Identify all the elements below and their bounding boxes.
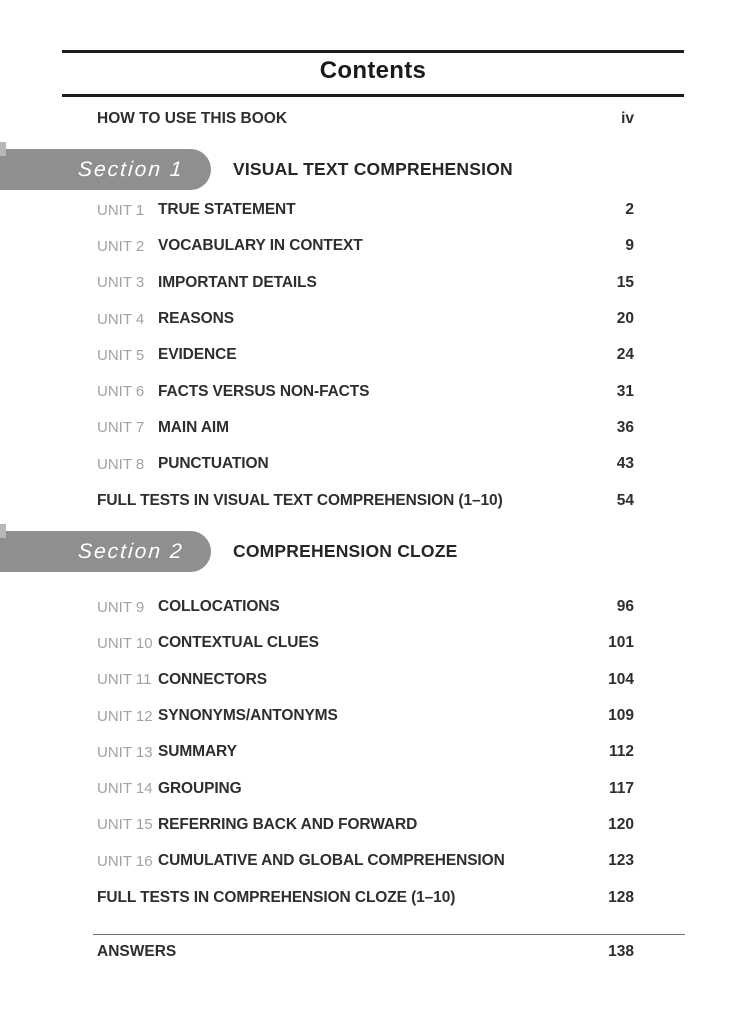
entry-title: REASONS [158, 310, 234, 328]
header-rule-top [62, 50, 684, 53]
page-number: 104 [608, 670, 634, 688]
front-matter-page-number: iv [621, 110, 634, 127]
page-number: 120 [608, 815, 634, 833]
toc-row [97, 770, 634, 806]
back-matter-page-number: 138 [608, 943, 634, 960]
toc-row [97, 698, 634, 734]
entry-title: EVIDENCE [158, 346, 237, 364]
page-number: 117 [608, 779, 634, 797]
section-1-heading [0, 149, 749, 190]
entry-title: REFERRING BACK AND FORWARD [158, 815, 418, 833]
toc-row [97, 373, 634, 409]
page-number: 109 [608, 707, 634, 725]
unit-label: UNIT 5 [97, 346, 145, 364]
toc-row [97, 301, 634, 337]
back-matter-row [97, 937, 634, 967]
unit-label: UNIT 16 [97, 852, 153, 870]
entry-title: PUNCTUATION [158, 455, 269, 473]
entry-title: CONTEXTUAL CLUES [158, 634, 319, 652]
unit-label: UNIT 13 [97, 743, 153, 761]
page-number: 24 [616, 346, 634, 364]
page-number: 112 [608, 743, 634, 761]
entry-title: CONNECTORS [158, 670, 267, 688]
section-1-rows [97, 192, 634, 519]
page-number: 36 [616, 418, 634, 436]
unit-label: UNIT 7 [97, 419, 145, 437]
entry-title: COLLOCATIONS [158, 598, 280, 616]
section-2-heading [0, 531, 749, 572]
entry-title: MAIN AIM [158, 418, 229, 436]
toc-row [97, 879, 634, 915]
toc-row [97, 734, 634, 770]
section-2-badge [0, 531, 211, 572]
section-1-title: VISUAL TEXT COMPREHENSION [233, 159, 513, 179]
toc-row [97, 265, 634, 301]
toc-row [97, 446, 634, 482]
page-number: 101 [608, 634, 634, 652]
page-number: 15 [616, 273, 634, 291]
unit-label: UNIT 3 [97, 274, 145, 292]
page-number: 2 [625, 201, 634, 219]
section-2-title: COMPREHENSION CLOZE [233, 541, 458, 561]
back-matter-label: ANSWERS [97, 943, 177, 960]
front-matter-label: HOW TO USE THIS BOOK [97, 110, 288, 127]
section-1-badge [0, 149, 211, 190]
unit-label: UNIT 2 [97, 237, 145, 255]
page-number: 20 [616, 310, 634, 328]
unit-label: UNIT 6 [97, 383, 145, 401]
page-number: 123 [608, 852, 634, 870]
unit-label: UNIT 9 [97, 598, 145, 616]
page-number: 96 [616, 598, 634, 616]
section-1-badge-label: Section 1 [77, 157, 185, 181]
toc-row [97, 192, 634, 228]
entry-title: IMPORTANT DETAILS [158, 273, 317, 291]
front-matter-row [97, 104, 634, 134]
page-number: 43 [616, 455, 634, 473]
unit-label: UNIT 4 [97, 310, 145, 328]
toc-row [97, 843, 634, 879]
unit-label: UNIT 11 [97, 671, 152, 689]
unit-label: UNIT 12 [97, 707, 153, 725]
answers-divider-rule [93, 934, 685, 935]
toc-row [97, 410, 634, 446]
unit-label: UNIT 14 [97, 780, 153, 798]
toc-row [97, 482, 634, 518]
entry-title: SYNONYMS/ANTONYMS [158, 707, 338, 725]
entry-title: FACTS VERSUS NON-FACTS [158, 382, 370, 400]
toc-row [97, 589, 634, 625]
toc-row [97, 337, 634, 373]
page-number: 54 [616, 491, 634, 509]
toc-row [97, 662, 634, 698]
page-number: 9 [625, 237, 634, 255]
page-title: Contents [319, 57, 427, 84]
toc-row [97, 807, 634, 843]
entry-title: TRUE STATEMENT [158, 201, 296, 219]
entry-title: GROUPING [158, 779, 242, 797]
unit-label: UNIT 8 [97, 455, 145, 473]
page-number: 31 [616, 382, 634, 400]
entry-title: VOCABULARY IN CONTEXT [158, 237, 363, 255]
page-number: 128 [608, 888, 634, 906]
section-2-rows [97, 589, 634, 916]
entry-title: CUMULATIVE AND GLOBAL COMPREHENSION [158, 852, 505, 870]
unit-label: UNIT 10 [97, 634, 153, 652]
entry-title: FULL TESTS IN COMPREHENSION CLOZE (1–10) [97, 888, 456, 906]
unit-label: UNIT 15 [97, 816, 153, 834]
header-rule-bottom [62, 94, 684, 97]
entry-title: FULL TESTS IN VISUAL TEXT COMPREHENSION (1–10) [97, 491, 503, 509]
entry-title: SUMMARY [158, 743, 237, 761]
unit-label: UNIT 1 [97, 201, 145, 219]
toc-row [97, 625, 634, 661]
toc-row [97, 228, 634, 264]
section-2-badge-label: Section 2 [77, 539, 185, 563]
